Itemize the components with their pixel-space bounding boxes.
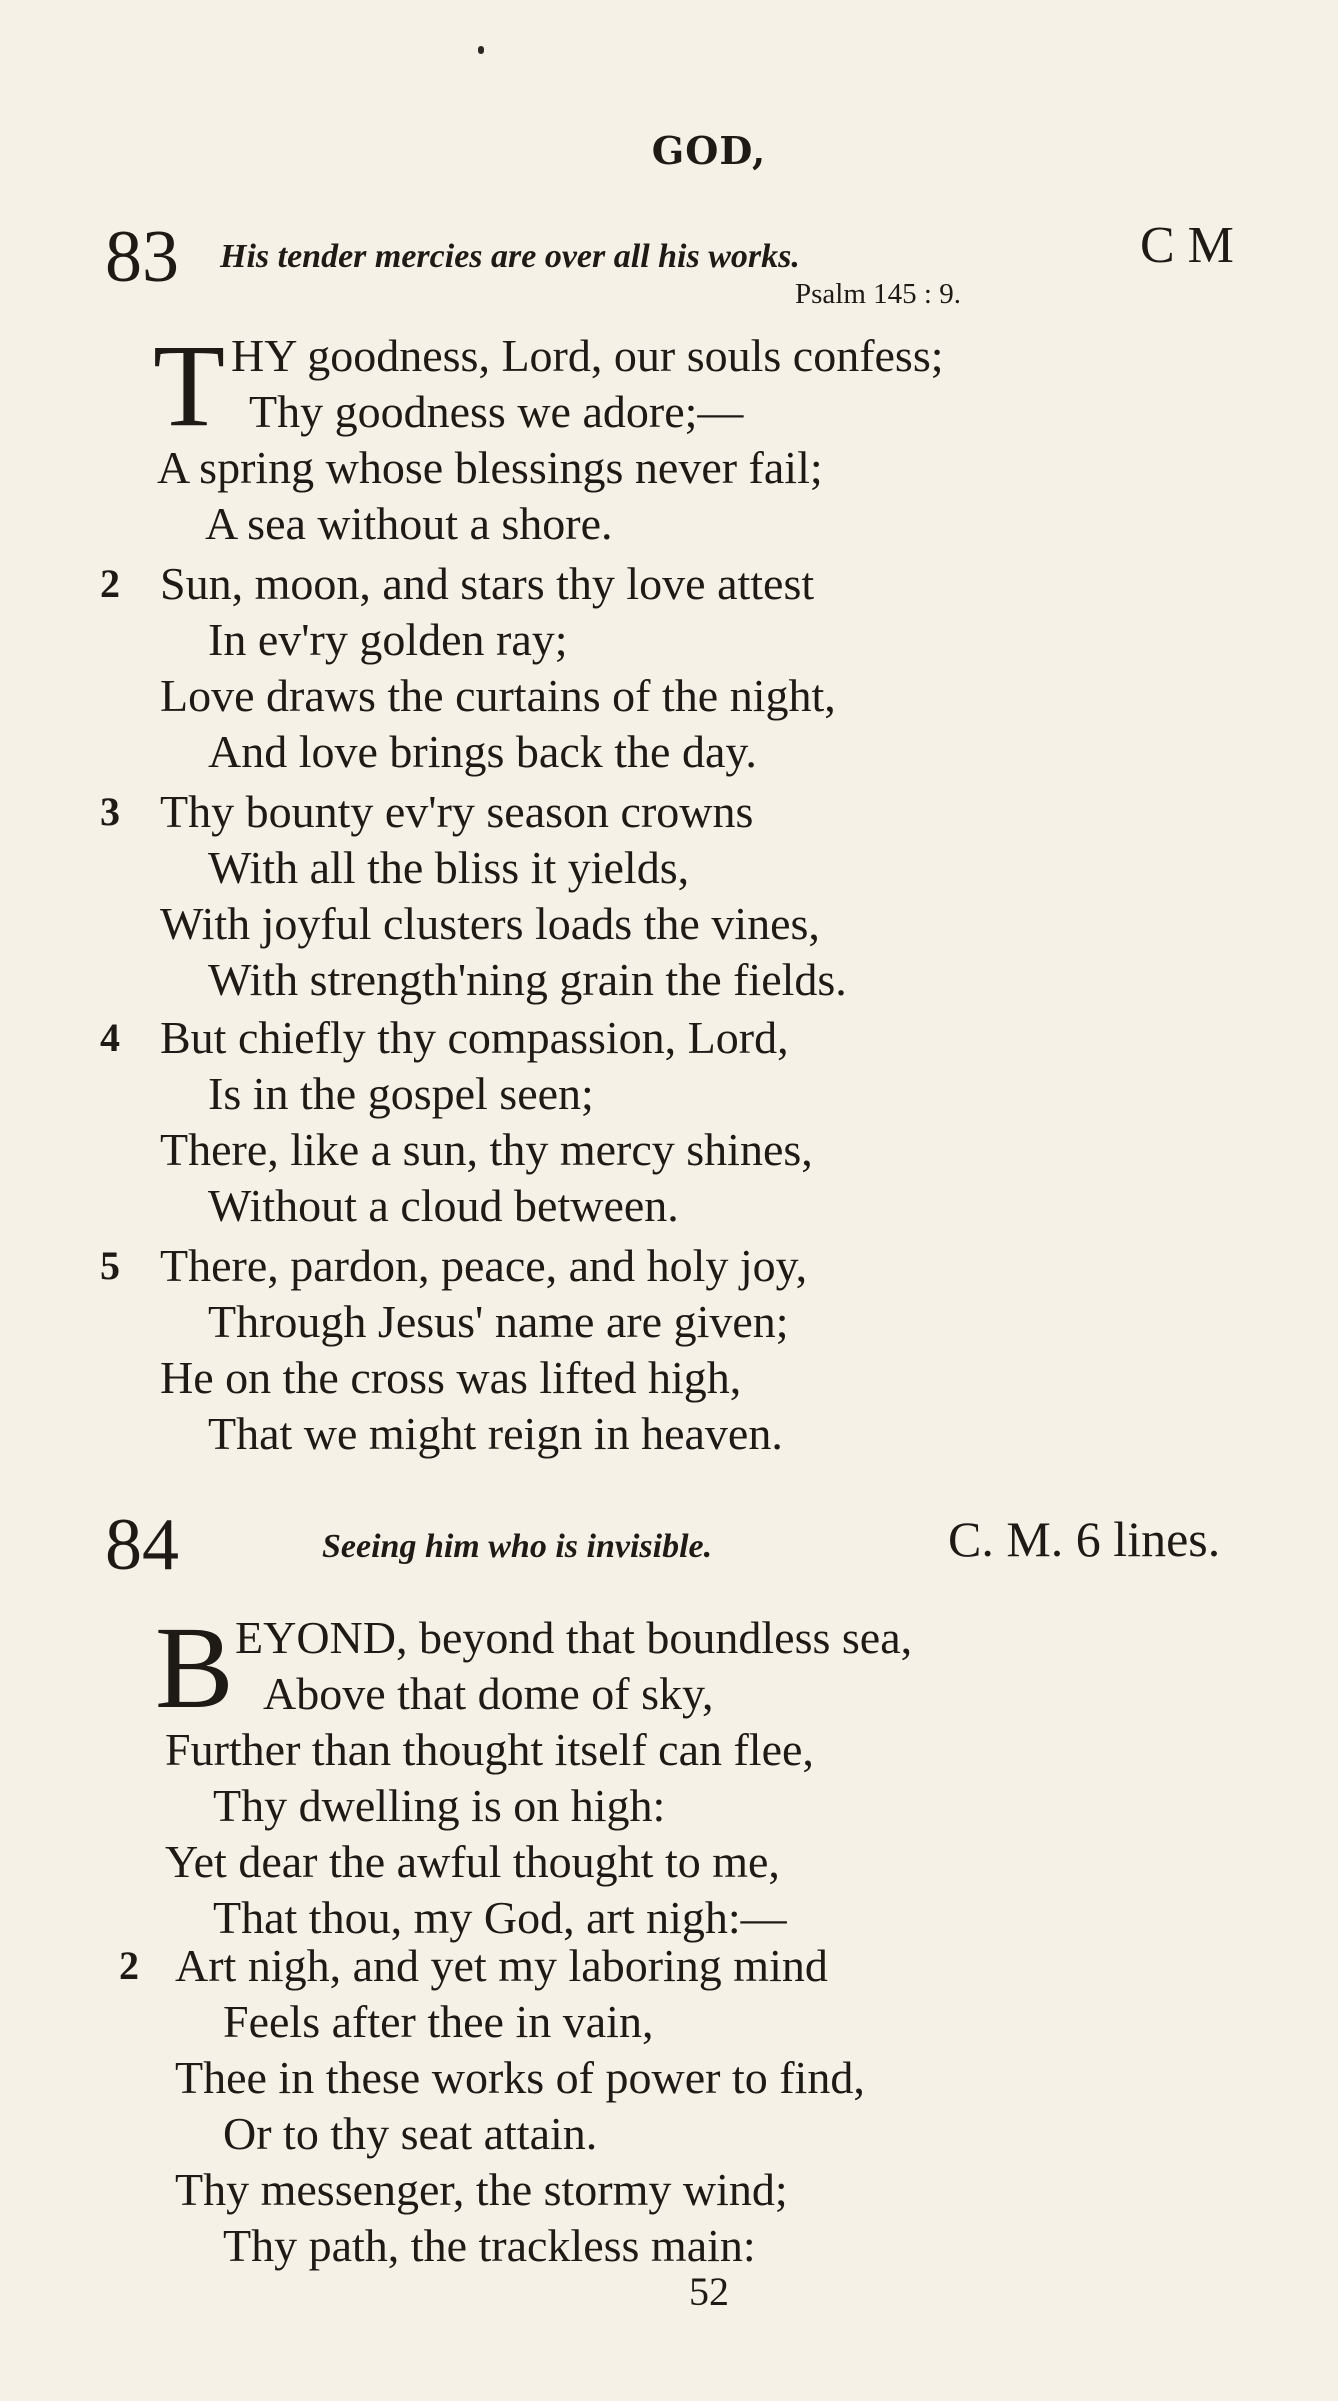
- verse-line: [100, 1238, 808, 1294]
- verse-line: Thy goodness we adore;—: [249, 386, 744, 437]
- verse-line: Thy path, the trackless main:: [223, 2220, 756, 2271]
- hymn-number: 84: [105, 1504, 179, 1586]
- verse-line: Through Jesus' name are given;: [208, 1296, 789, 1347]
- running-head: GOD,: [651, 128, 767, 173]
- verse-line-text: Thy bounty ev'ry season crowns: [160, 786, 754, 837]
- verse-line: With strength'ning grain the fields.: [208, 954, 847, 1005]
- verse-line: Feels after thee in vain,: [223, 1996, 654, 2047]
- verse-line: [119, 1938, 865, 1994]
- verse-line-text: There, pardon, peace, and holy joy,: [160, 1240, 808, 1291]
- verse-line: [100, 1010, 813, 1066]
- hymn-83-verse-3: [100, 784, 847, 1008]
- verse-number: 2: [100, 561, 120, 606]
- hymn-84-verse-1: [155, 1602, 913, 1946]
- verse-line: [100, 556, 836, 612]
- verse-line: A sea without a shore.: [205, 498, 613, 549]
- verse-line: [100, 784, 847, 840]
- verse-line: Thee in these works of power to find,: [175, 2052, 865, 2103]
- hymn-83-verse-4: [100, 1010, 813, 1234]
- verse-line: He on the cross was lifted high,: [160, 1352, 742, 1403]
- verse-line: EYOND, beyond that boundless sea,: [235, 1612, 913, 1663]
- verse-line-text: But chiefly thy compassion, Lord,: [160, 1012, 789, 1063]
- verse-line: Thy messenger, the stormy wind;: [175, 2164, 788, 2215]
- hymn-83-verse-1: [153, 320, 944, 552]
- verse-line: There, like a sun, thy mercy shines,: [160, 1124, 813, 1175]
- verse-line: HY goodness, Lord, our souls confess;: [231, 330, 944, 381]
- verse-line-text: Art nigh, and yet my laboring mind: [175, 1940, 828, 1991]
- verse-line: Is in the gospel seen;: [208, 1068, 594, 1119]
- verse-number: 3: [100, 789, 120, 834]
- verse-line: Without a cloud between.: [208, 1180, 679, 1231]
- verse-line-text: Sun, moon, and stars thy love attest: [160, 558, 815, 609]
- hymn-title: His tender mercies are over all his works.: [220, 238, 800, 275]
- ink-speck: [478, 46, 484, 54]
- hymn-meter: C M: [1140, 217, 1234, 274]
- verse-line: That thou, my God, art nigh:—: [213, 1892, 787, 1943]
- drop-cap: B: [155, 1602, 234, 1733]
- page-number: 52: [689, 2269, 729, 2314]
- verse-line: Above that dome of sky,: [263, 1668, 714, 1719]
- hymn-83-header: [105, 216, 1290, 310]
- hymn-84-verse-2: [119, 1938, 865, 2274]
- verse-line: Love draws the curtains of the night,: [160, 670, 836, 721]
- hymn-number: 83: [105, 216, 179, 298]
- verse-line: And love brings back the day.: [208, 726, 757, 777]
- verse-number: 4: [100, 1015, 120, 1060]
- verse-line: That we might reign in heaven.: [208, 1408, 783, 1459]
- hymn-83-verse-2: [100, 556, 836, 780]
- verse-number: 5: [100, 1243, 120, 1288]
- verse-number: 2: [119, 1943, 139, 1988]
- drop-cap: T: [153, 320, 226, 451]
- hymn-83-verse-5: [100, 1238, 808, 1462]
- verse-line: With joyful clusters loads the vines,: [160, 898, 820, 949]
- verse-line: With all the bliss it yields,: [208, 842, 690, 893]
- verse-line: Or to thy seat attain.: [223, 2108, 598, 2159]
- verse-line: Thy dwelling is on high:: [213, 1780, 666, 1831]
- scripture-reference: Psalm 145 : 9.: [795, 278, 961, 310]
- hymn-84-header: [105, 1504, 1290, 1586]
- verse-line: Yet dear the awful thought to me,: [165, 1836, 780, 1887]
- verse-line: A spring whose blessings never fail;: [157, 442, 823, 493]
- verse-line: Further than thought itself can flee,: [165, 1724, 814, 1775]
- hymn-meter: C. M. 6 lines.: [948, 1511, 1221, 1567]
- hymn-title: Seeing him who is invisible.: [322, 1528, 713, 1565]
- verse-line: In ev'ry golden ray;: [208, 614, 568, 665]
